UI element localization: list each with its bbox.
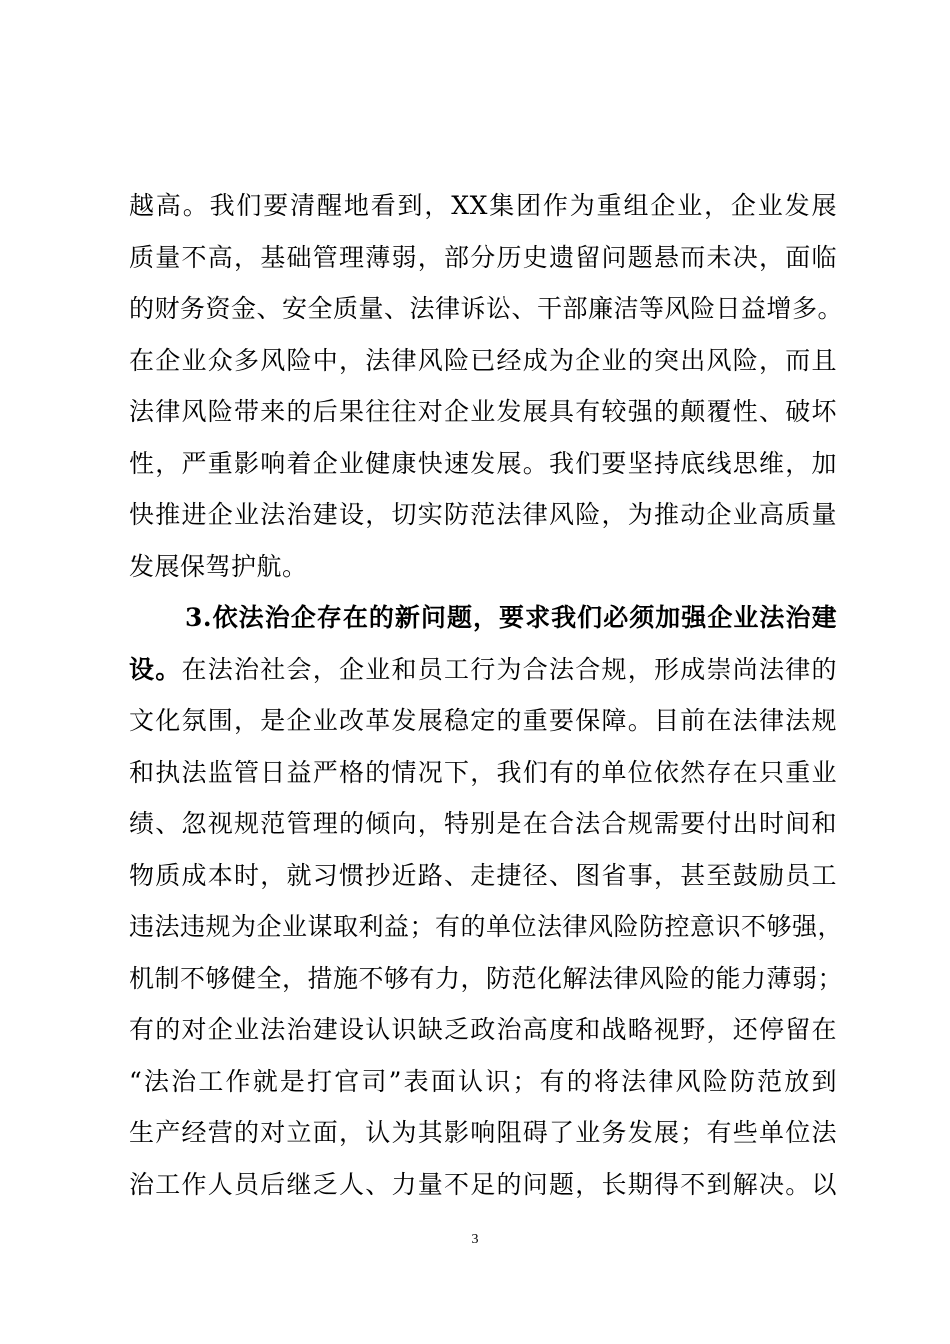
text-line: 物质成本时，就习惯抄近路、走捷径、图省事，甚至鼓励员工 bbox=[129, 860, 837, 890]
text-line: 机制不够健全，措施不够有力，防范化解法律风险的能力薄弱； bbox=[129, 963, 844, 993]
text-line: 和执法监管日益严格的情况下，我们有的单位依然存在只重业 bbox=[129, 757, 837, 787]
page-number: 3 bbox=[471, 1232, 479, 1247]
text-line: 越高。我们要清醒地看到，XX集团作为重组企业，企业发展 bbox=[129, 191, 837, 220]
text-line: 文化氛围，是企业改革发展稳定的重要保障。目前在法律法规 bbox=[129, 706, 837, 735]
text-line: 发展保驾护航。 bbox=[129, 551, 308, 581]
text-line: 质量不高，基础管理薄弱，部分历史遗留问题悬而未决，面临 bbox=[129, 242, 837, 272]
section-heading: 3.依法治企存在的新问题，要求我们必须加强企业法治建 bbox=[185, 603, 837, 632]
body-text bbox=[129, 180, 844, 1210]
text-line: 在企业众多风险中，法律风险已经成为企业的突出风险，而且 bbox=[129, 345, 837, 375]
text-line-rest: 在法治社会，企业和员工行为合法合规，形成崇尚法律的 bbox=[181, 654, 837, 684]
text-line: 违法违规为企业谋取利益；有的单位法律风险防控意识不够强， bbox=[129, 912, 844, 941]
text-line: 法律风险带来的后果往往对企业发展具有较强的颠覆性、破坏 bbox=[129, 397, 837, 426]
text-line: 有的对企业法治建设认识缺乏政治高度和战略视野，还停留在 bbox=[129, 1015, 837, 1044]
text-line: “法治工作就是打官司”表面认识；有的将法律风险防范放到 bbox=[129, 1066, 837, 1096]
text-line: 生产经营的对立面，认为其影响阻碍了业务发展；有些单位法 bbox=[129, 1118, 837, 1147]
text-line: 性，严重影响着企业健康快速发展。我们要坚持底线思维，加 bbox=[129, 448, 837, 478]
text-line: 的财务资金、安全质量、法律诉讼、干部廉洁等风险日益增多。 bbox=[129, 294, 844, 323]
text-line: 治工作人员后继乏人、力量不足的问题，长期得不到解决。以 bbox=[129, 1169, 837, 1199]
text-line: 绩、忽视规范管理的倾向，特别是在合法合规需要付出时间和 bbox=[129, 809, 837, 838]
section-heading-end: 设。 bbox=[129, 654, 182, 684]
text-line bbox=[129, 644, 837, 696]
text-line: 快推进企业法治建设，切实防范法律风险，为推动企业高质量 bbox=[129, 500, 837, 529]
